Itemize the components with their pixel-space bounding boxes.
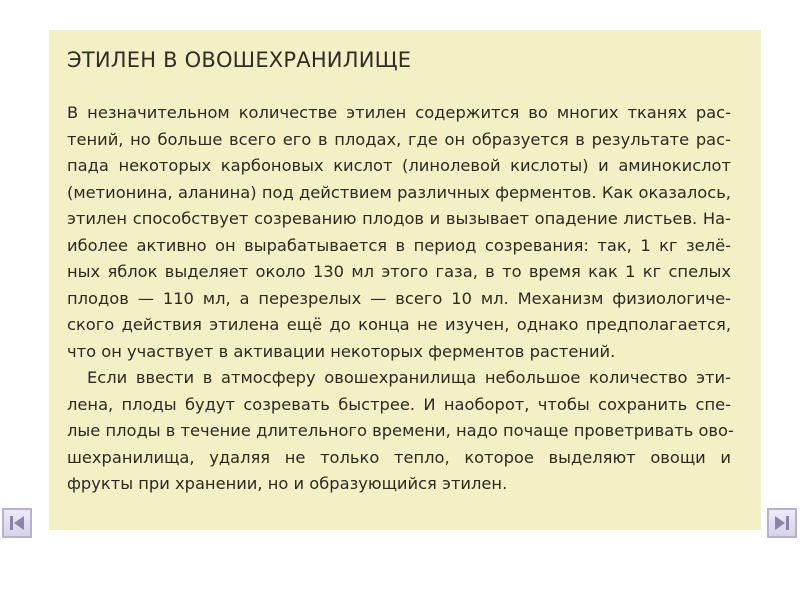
text-line: ского действия этилена ещё до конца не изучен, однако предполагается, bbox=[67, 315, 731, 334]
text-line: что он участвует в активации некоторых ферментов растений. bbox=[67, 341, 616, 361]
text-line: иболее активно он вырабатывается в период созревания: так, 1 кг зелё- bbox=[67, 235, 731, 255]
text-line: ных яблок выделяет около 130 мл этого газа, в то время как 1 кг спелых bbox=[67, 262, 731, 281]
skip-back-icon bbox=[7, 513, 27, 533]
text-line: плодов — 110 мл, а перезрелых — всего 10 мл. Механизм физиологиче- bbox=[67, 288, 731, 308]
paragraph-2 bbox=[67, 365, 734, 498]
paragraph-1 bbox=[67, 100, 731, 365]
text-line: Если ввести в атмосферу овошехранилища небольшое количество эти- bbox=[87, 368, 731, 387]
skip-forward-icon bbox=[772, 513, 792, 533]
text-line: этилен способствует созреванию плодов и вызывает опадение листьев. На- bbox=[67, 209, 731, 228]
text-line: шехранилища, удаляя не только тепло, которое выделяют овощи и bbox=[67, 447, 731, 467]
text-line: (метионина, аланина) под действием различных ферментов. Как оказалось, bbox=[67, 182, 731, 202]
next-slide-button[interactable] bbox=[767, 508, 797, 538]
text-line: пада некоторых карбоновых кислот (линолевой кислоты) и аминокислот bbox=[67, 156, 731, 175]
text-line: тений, но больше всего его в плодах, где он образуется в результате рас- bbox=[67, 129, 731, 149]
text-line: В незначительном количестве этилен содержится во многих тканях рас- bbox=[67, 103, 731, 122]
previous-slide-button[interactable] bbox=[2, 508, 32, 538]
text-line: фрукты при хранении, но и образующийся этилен. bbox=[67, 474, 508, 493]
text-line: лые плоды в течение длительного времени, надо почаще проветривать ово- bbox=[67, 421, 734, 440]
article-text-box bbox=[49, 30, 761, 530]
text-line: лена, плоды будут созревать быстрее. И наоборот, чтобы сохранить спе- bbox=[67, 394, 731, 414]
article-title: ЭТИЛЕН В ОВОШЕХРАНИЛИЩЕ bbox=[67, 48, 412, 72]
